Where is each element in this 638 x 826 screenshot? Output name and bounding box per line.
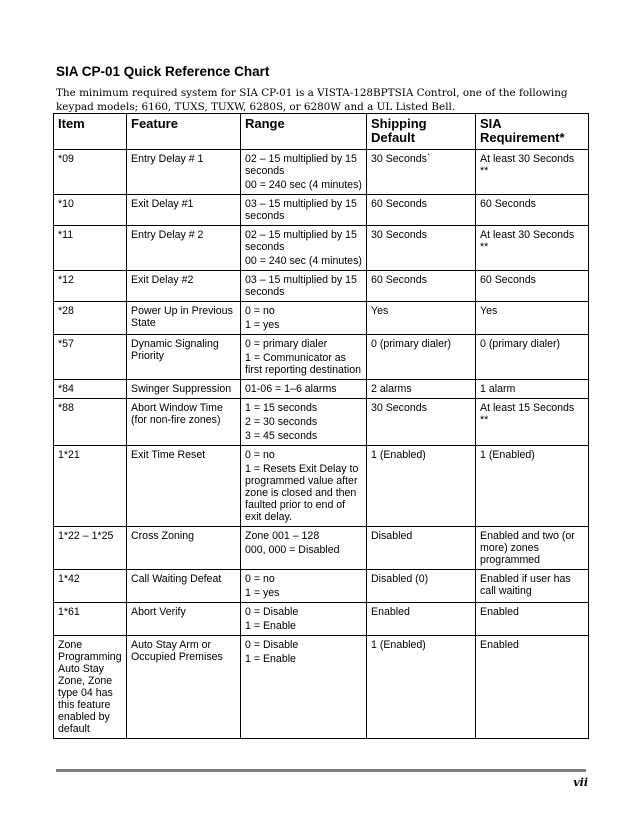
cell-shipping-default: Disabled	[367, 527, 476, 570]
table-row	[54, 195, 589, 226]
cell-range	[241, 302, 367, 335]
range-line: 1 = yes	[245, 319, 280, 331]
cell-item: *28	[54, 302, 127, 335]
cell-item: *12	[54, 271, 127, 302]
cell-shipping-default: 30 Seconds	[367, 399, 476, 446]
range-line: 01-06 = 1–6 alarms	[245, 383, 337, 395]
cell-shipping-default: 1 (Enabled)	[367, 446, 476, 527]
cell-item: Zone Programming Auto Stay Zone, Zone type 04 has this feature enabled by default	[54, 636, 127, 739]
cell-range	[241, 271, 367, 302]
range-line: 3 = 45 seconds	[245, 430, 318, 442]
header-range: Range	[241, 114, 367, 150]
header-sia-requirement: SIA Requirement*	[476, 114, 589, 150]
cell-sia-requirement: 1 (Enabled)	[476, 446, 589, 527]
table-row	[54, 527, 589, 570]
cell-feature: Dynamic Signaling Priority	[127, 335, 241, 380]
table-row	[54, 399, 589, 446]
page-title: SIA CP-01 Quick Reference Chart	[56, 64, 270, 79]
range-line: 00 = 240 sec (4 minutes)	[245, 255, 362, 267]
table-row	[54, 335, 589, 380]
cell-shipping-default: 30 Seconds`	[367, 150, 476, 195]
cell-range	[241, 150, 367, 195]
cell-sia-requirement: At least 30 Seconds **	[476, 150, 589, 195]
cell-feature: Exit Delay #1	[127, 195, 241, 226]
range-line: 1 = Communicator as first reporting destination	[245, 352, 362, 376]
cell-shipping-default: Enabled	[367, 603, 476, 636]
intro-paragraph: The minimum required system for SIA CP-01 is a VISTA-128BPTSIA Control, one of the following keypad models; 6160, TUXS, TUXW, 6280S, or 6280W and a UL Listed Bell.	[56, 87, 568, 113]
table-row	[54, 636, 589, 739]
range-line: 000, 000 = Disabled	[245, 544, 340, 556]
table-row	[54, 380, 589, 399]
table-row	[54, 603, 589, 636]
cell-item: *88	[54, 399, 127, 446]
range-line: 0 = no	[245, 573, 275, 585]
cell-range	[241, 335, 367, 380]
cell-feature: Entry Delay # 1	[127, 150, 241, 195]
cell-item: *09	[54, 150, 127, 195]
table-body	[54, 150, 589, 739]
range-line: 1 = 15 seconds	[245, 402, 318, 414]
cell-range	[241, 603, 367, 636]
range-line: 02 – 15 multiplied by 15 seconds	[245, 229, 357, 253]
table-row	[54, 302, 589, 335]
cell-item: *10	[54, 195, 127, 226]
cell-shipping-default: 60 Seconds	[367, 195, 476, 226]
reference-table	[53, 113, 589, 739]
range-line: 1 = Enable	[245, 653, 296, 665]
cell-sia-requirement: 60 Seconds	[476, 271, 589, 302]
cell-sia-requirement: Enabled and two (or more) zones programmed	[476, 527, 589, 570]
cell-sia-requirement: 60 Seconds	[476, 195, 589, 226]
cell-item: 1*42	[54, 570, 127, 603]
cell-shipping-default: 60 Seconds	[367, 271, 476, 302]
cell-shipping-default: 0 (primary dialer)	[367, 335, 476, 380]
cell-range	[241, 446, 367, 527]
range-line: 2 = 30 seconds	[245, 416, 318, 428]
cell-range	[241, 226, 367, 271]
cell-range	[241, 636, 367, 739]
range-line: 0 = Disable	[245, 606, 299, 618]
cell-feature: Auto Stay Arm or Occupied Premises	[127, 636, 241, 739]
cell-feature: Entry Delay # 2	[127, 226, 241, 271]
cell-range	[241, 399, 367, 446]
table-row	[54, 446, 589, 527]
cell-item: *57	[54, 335, 127, 380]
cell-range	[241, 195, 367, 226]
cell-feature: Power Up in Previous State	[127, 302, 241, 335]
cell-sia-requirement: Enabled	[476, 636, 589, 739]
range-line: 02 – 15 multiplied by 15 seconds	[245, 153, 357, 177]
cell-feature: Call Waiting Defeat	[127, 570, 241, 603]
cell-feature: Exit Delay #2	[127, 271, 241, 302]
cell-item: *84	[54, 380, 127, 399]
cell-sia-requirement: At least 15 Seconds **	[476, 399, 589, 446]
table-row	[54, 570, 589, 603]
table-row	[54, 150, 589, 195]
cell-sia-requirement: 1 alarm	[476, 380, 589, 399]
range-line: 03 – 15 multiplied by 15 seconds	[245, 274, 357, 298]
cell-range	[241, 570, 367, 603]
range-line: 0 = Disable	[245, 639, 299, 651]
cell-item: 1*22 – 1*25	[54, 527, 127, 570]
cell-shipping-default: Yes	[367, 302, 476, 335]
range-line: 0 = no	[245, 449, 275, 461]
cell-feature: Cross Zoning	[127, 527, 241, 570]
range-line: Zone 001 – 128	[245, 530, 320, 542]
cell-range	[241, 380, 367, 399]
range-line: 1 = Enable	[245, 620, 296, 632]
cell-sia-requirement: Yes	[476, 302, 589, 335]
page-number: vii	[573, 776, 588, 789]
header-feature: Feature	[127, 114, 241, 150]
cell-item: 1*61	[54, 603, 127, 636]
cell-sia-requirement: At least 30 Seconds **	[476, 226, 589, 271]
cell-item: 1*21	[54, 446, 127, 527]
cell-feature: Abort Verify	[127, 603, 241, 636]
cell-shipping-default: Disabled (0)	[367, 570, 476, 603]
table-row	[54, 226, 589, 271]
cell-sia-requirement: Enabled	[476, 603, 589, 636]
cell-sia-requirement: 0 (primary dialer)	[476, 335, 589, 380]
table-row	[54, 271, 589, 302]
cell-feature: Exit Time Reset	[127, 446, 241, 527]
range-line: 1 = Resets Exit Delay to programmed value after zone is closed and then faulted prior to end of exit delay.	[245, 463, 359, 523]
table-header-row	[54, 114, 589, 150]
range-line: 0 = primary dialer	[245, 338, 328, 350]
header-item: Item	[54, 114, 127, 150]
cell-feature: Swinger Suppression	[127, 380, 241, 399]
header-shipping-default: Shipping Default	[367, 114, 476, 150]
cell-item: *11	[54, 226, 127, 271]
cell-shipping-default: 1 (Enabled)	[367, 636, 476, 739]
cell-feature: Abort Window Time (for non-fire zones)	[127, 399, 241, 446]
cell-range	[241, 527, 367, 570]
range-line: 0 = no	[245, 305, 275, 317]
range-line: 00 = 240 sec (4 minutes)	[245, 179, 362, 191]
cell-shipping-default: 30 Seconds	[367, 226, 476, 271]
range-line: 03 – 15 multiplied by 15 seconds	[245, 198, 357, 222]
cell-shipping-default: 2 alarms	[367, 380, 476, 399]
cell-sia-requirement: Enabled if user has call waiting	[476, 570, 589, 603]
range-line: 1 = yes	[245, 587, 280, 599]
footer-rule	[56, 769, 586, 772]
